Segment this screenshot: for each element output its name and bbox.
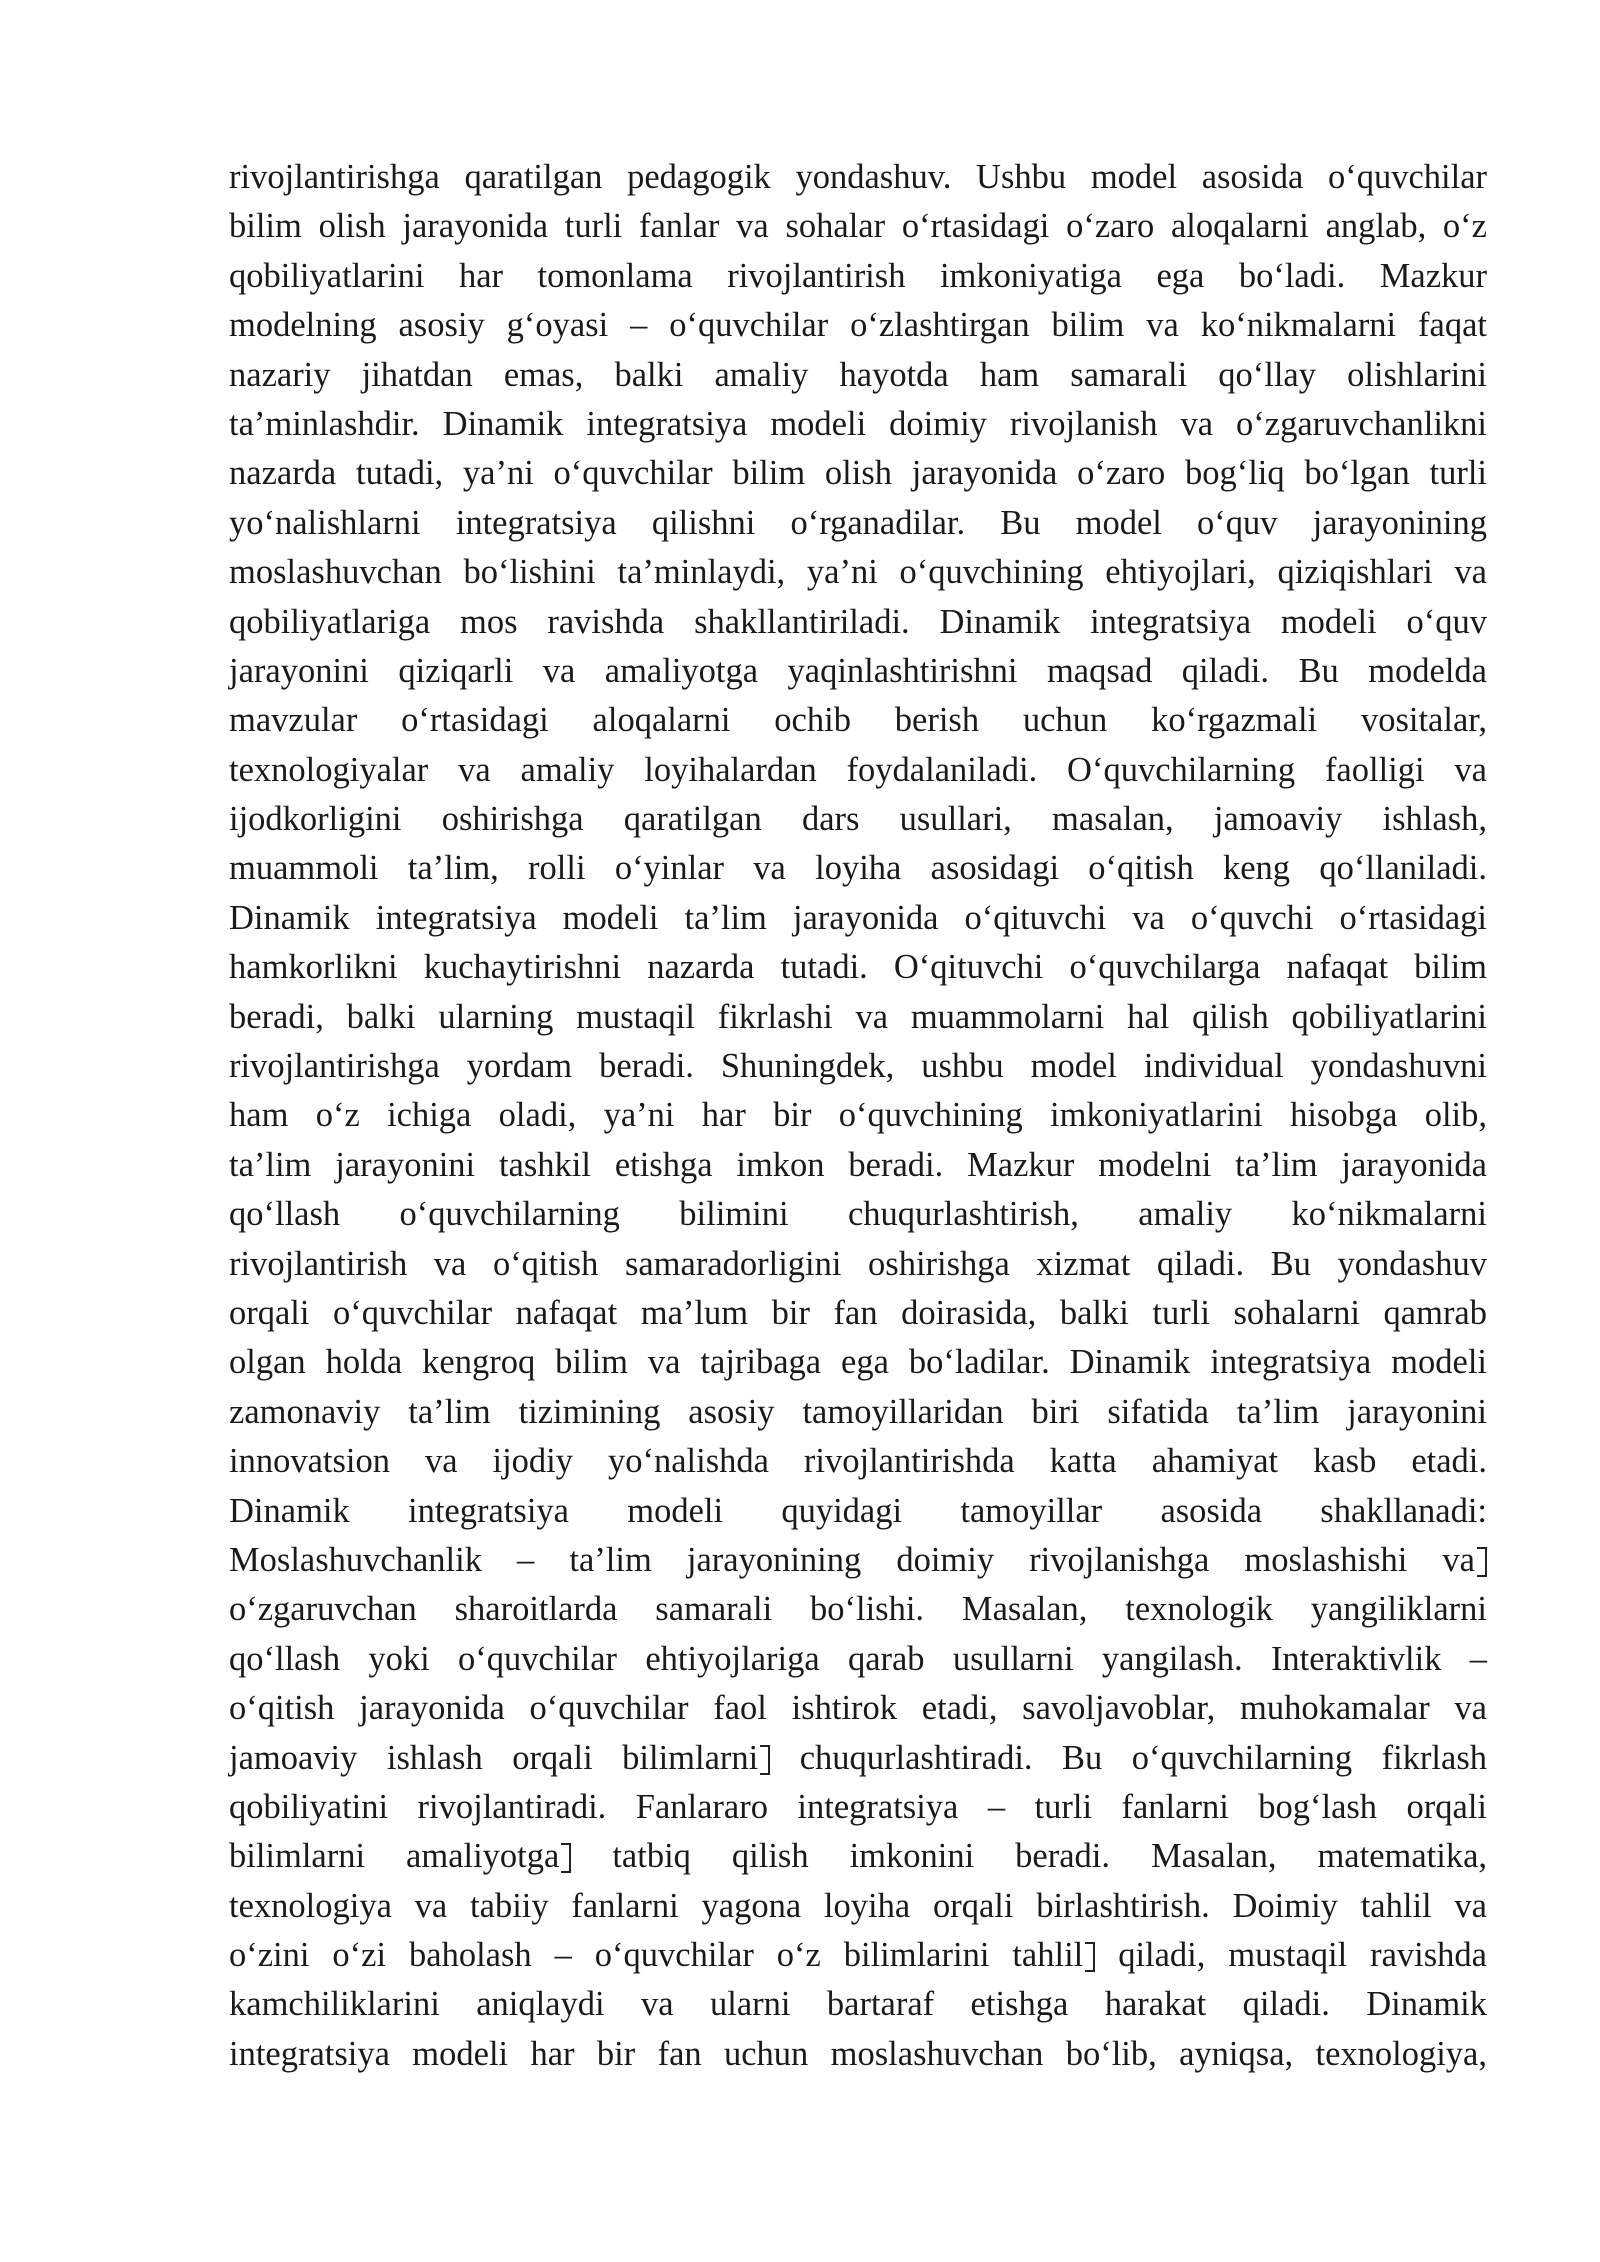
text-line: rivojlantirish va o‘qitish samaradorligini oshirishga xizmat qiladi. Bu yondashuv bbox=[229, 1244, 1487, 1283]
text-line: mavzular o‘rtasidagi aloqalarni ochib berish uchun ko‘rgazmali vositalar, bbox=[229, 701, 1487, 740]
text-line: nazariy jihatdan emas, balki amaliy hayotda ham samarali qo‘llay olishlarini bbox=[229, 355, 1487, 394]
text-line: qo‘llash o‘quvchilarning bilimini chuqurlashtirish, amaliy ko‘nikmalarni bbox=[229, 1195, 1487, 1234]
bracket-marker-icon bbox=[1477, 1547, 1487, 1577]
text-line: ham o‘z ichiga oladi, ya’ni har bir o‘quvchining imkoniyatlarini hisobga olib, bbox=[229, 1096, 1487, 1135]
text-line: o‘qitish jarayonida o‘quvchilar faol ishtirok etadi, savoljavoblar, muhokamalar va bbox=[229, 1689, 1487, 1728]
text-line: qobiliyatlariga mos ravishda shakllantiriladi. Dinamik integratsiya modeli o‘quv bbox=[229, 602, 1487, 641]
text-line: hamkorlikni kuchaytirishni nazarda tutadi. O‘qituvchi o‘quvchilarga nafaqat bilim bbox=[229, 948, 1487, 987]
bracket-marker-icon bbox=[561, 1843, 571, 1873]
text-segment: chuqurlashtiradi. Bu o‘quvchilarning fikrlash bbox=[799, 1738, 1487, 1777]
text-line: moslashuvchan bo‘lishini ta’minlaydi, ya’ni o‘quvchining ehtiyojlari, qiziqishlari va bbox=[229, 553, 1487, 592]
text-line: modelning asosiy g‘oyasi – o‘quvchilar o‘zlashtirgan bilim va ko‘nikmalarni faqat bbox=[229, 306, 1487, 345]
text-segment: tatbiq qilish imkonini beradi. Masalan, matematika, bbox=[612, 1837, 1488, 1876]
text-line: ta’minlashdir. Dinamik integratsiya modeli doimiy rivojlanish va o‘zgaruvchanlikni bbox=[229, 404, 1487, 443]
text-line: qobiliyatini rivojlantiradi. Fanlararo integratsiya – turli fanlarni bog‘lash orqali bbox=[229, 1787, 1487, 1826]
text-line: jarayonini qiziqarli va amaliyotga yaqinlashtirishni maqsad qiladi. Bu modelda bbox=[229, 651, 1487, 690]
bracket-marker-icon bbox=[1085, 1942, 1095, 1972]
text-line: qo‘llash yoki o‘quvchilar ehtiyojlariga qarab usullarni yangilash. Interaktivlik – bbox=[229, 1639, 1487, 1678]
text-segment: qiladi, mustaqil ravishda bbox=[1118, 1936, 1487, 1975]
body-paragraph bbox=[229, 153, 1487, 2079]
text-line: Dinamik integratsiya modeli quyidagi tamoyillar asosida shakllanadi: bbox=[229, 1491, 1487, 1530]
text-line: beradi, balki ularning mustaqil fikrlashi va muammolarni hal qilish qobiliyatlarini bbox=[229, 997, 1487, 1036]
text-line: qobiliyatlarini har tomonlama rivojlantirish imkoniyatiga ega bo‘ladi. Mazkur bbox=[229, 256, 1487, 295]
text-segment: o‘zini o‘zi baholash – o‘quvchilar o‘z bilimlarini tahlil bbox=[229, 1936, 1084, 1975]
text-line: texnologiyalar va amaliy loyihalardan foydalaniladi. O‘quvchilarning faolligi va bbox=[229, 750, 1487, 789]
text-segment: bilimlarni amaliyotga bbox=[229, 1837, 560, 1876]
text-line: texnologiya va tabiiy fanlarni yagona loyiha orqali birlashtirish. Doimiy tahlil va bbox=[229, 1886, 1487, 1925]
text-line: rivojlantirishga qaratilgan pedagogik yondashuv. Ushbu model asosida o‘quvchilar bbox=[229, 158, 1487, 196]
text-line: ta’lim jarayonini tashkil etishga imkon beradi. Mazkur modelni ta’lim jarayonida bbox=[229, 1145, 1487, 1184]
text-line bbox=[229, 1734, 1487, 1783]
text-line: nazarda tutadi, ya’ni o‘quvchilar bilim olish jarayonida o‘zaro bog‘liq bo‘lgan turli bbox=[229, 454, 1487, 493]
text-segment: jamoaviy ishlash orqali bilimlarni bbox=[229, 1738, 759, 1777]
text-line: zamonaviy ta’lim tizimining asosiy tamoyillaridan biri sifatida ta’lim jarayonini bbox=[229, 1392, 1487, 1431]
text-line bbox=[229, 1536, 1487, 1585]
text-line: Dinamik integratsiya modeli ta’lim jarayonida o‘qituvchi va o‘quvchi o‘rtasidagi bbox=[229, 898, 1487, 937]
text-line bbox=[229, 1832, 1487, 1881]
text-line: yo‘nalishlarni integratsiya qilishni o‘rganadilar. Bu model o‘quv jarayonining bbox=[229, 503, 1487, 542]
text-line: muammoli ta’lim, rolli o‘yinlar va loyiha asosidagi o‘qitish keng qo‘llaniladi. bbox=[229, 849, 1487, 888]
text-line: orqali o‘quvchilar nafaqat ma’lum bir fan doirasida, balki turli sohalarni qamrab bbox=[229, 1293, 1487, 1332]
text-line bbox=[229, 1931, 1487, 1980]
text-line: o‘zgaruvchan sharoitlarda samarali bo‘lishi. Masalan, texnologik yangiliklarni bbox=[229, 1590, 1487, 1629]
text-line: innovatsion va ijodiy yo‘nalishda rivojlantirishda katta ahamiyat kasb etadi. bbox=[229, 1442, 1487, 1481]
text-segment: Moslashuvchanlik – ta’lim jarayonining doimiy rivojlanishga moslashishi va bbox=[229, 1540, 1475, 1579]
text-line: integratsiya modeli har bir fan uchun moslashuvchan bo‘lib, ayniqsa, texnologiya, bbox=[229, 2034, 1487, 2073]
bracket-marker-icon bbox=[760, 1745, 770, 1775]
text-line: olgan holda kengroq bilim va tajribaga ega bo‘ladilar. Dinamik integratsiya modeli bbox=[229, 1343, 1487, 1382]
text-line: kamchiliklarini aniqlaydi va ularni bartaraf etishga harakat qiladi. Dinamik bbox=[229, 1985, 1487, 2024]
text-line: rivojlantirishga yordam beradi. Shuningdek, ushbu model individual yondashuvni bbox=[229, 1047, 1487, 1086]
text-line: bilim olish jarayonida turli fanlar va sohalar o‘rtasidagi o‘zaro aloqalarni anglab, o‘z bbox=[229, 207, 1487, 246]
text-line: ijodkorligini oshirishga qaratilgan dars usullari, masalan, jamoaviy ishlash, bbox=[229, 800, 1487, 839]
